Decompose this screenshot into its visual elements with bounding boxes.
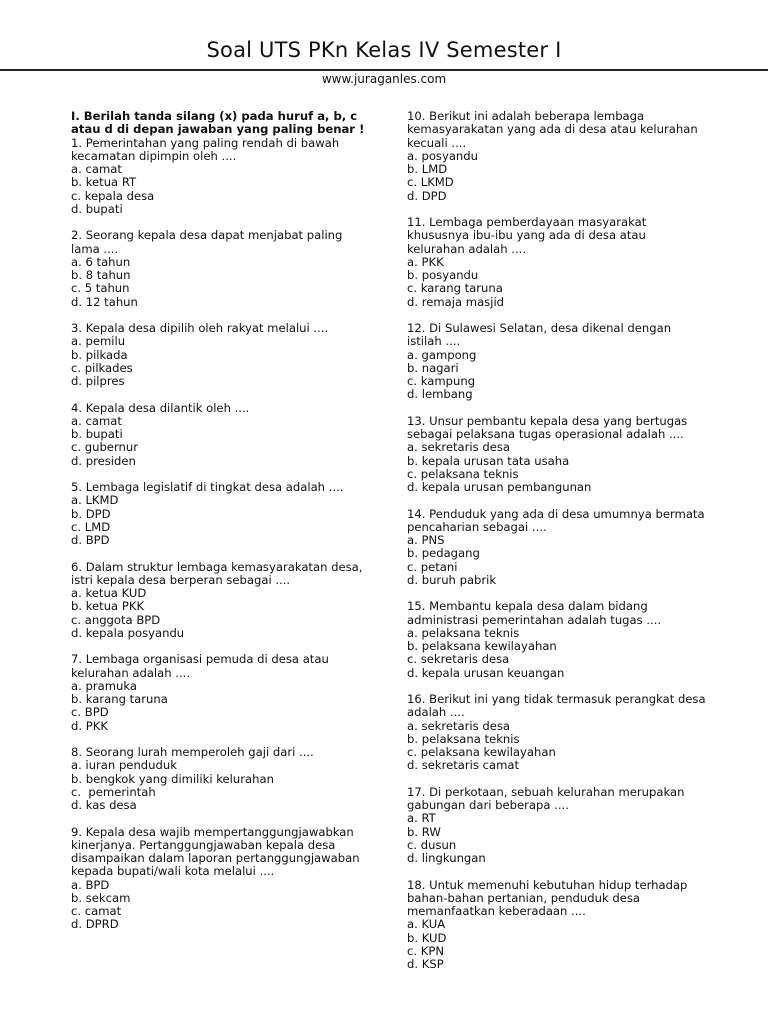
question-stem: 17. Di perkotaan, sebuah kelurahan merupakan gabungan dari beberapa ....: [407, 784, 689, 812]
answer-option-d[interactable]: d. sekretaris camat: [407, 758, 520, 773]
answer-option-d[interactable]: d. lingkungan: [407, 851, 486, 865]
answer-option-a[interactable]: a. ketua KUD: [71, 586, 147, 600]
question-9: [71, 826, 371, 932]
answer-option-a[interactable]: a. gampong: [407, 347, 477, 362]
answer-option-d[interactable]: d. BPD: [71, 533, 110, 547]
answer-option-c[interactable]: c. anggota BPD: [71, 612, 161, 627]
answer-option-b[interactable]: b. karang taruna: [71, 692, 168, 706]
answer-option-c[interactable]: c. 5 tahun: [71, 281, 130, 296]
answer-option-a[interactable]: a. LKMD: [71, 493, 119, 508]
answer-option-b[interactable]: b. KUD: [407, 930, 447, 945]
question-stem: 10. Berikut ini adalah beberapa lembaga kemasyarakatan yang ada di desa atau kelurahan kecuali ....: [407, 109, 702, 150]
answer-option-a[interactable]: a. camat: [71, 162, 122, 176]
answer-option-b[interactable]: b. pelaksana kewilayahan: [407, 639, 557, 653]
question-10: [407, 110, 707, 203]
answer-option-b[interactable]: b. pelaksana teknis: [407, 731, 520, 746]
question-stem: 15. Membantu kepala desa dalam bidang administrasi pemerintahan adalah tugas ....: [407, 599, 662, 627]
question-stem: 4. Kepala desa dilantik oleh ....: [71, 400, 250, 415]
answer-option-d[interactable]: d. DPD: [407, 188, 447, 203]
answer-option-d[interactable]: d. kas desa: [71, 798, 137, 812]
question-stem: 3. Kepala desa dipilih oleh rakyat melalui ....: [71, 321, 329, 335]
question-18: [407, 879, 707, 972]
instruction-text: I. Berilah tanda silang (x) pada huruf a, b, c atau d di depan jawaban yang paling benar !: [71, 109, 365, 137]
answer-option-b[interactable]: b. ketua RT: [71, 175, 137, 190]
answer-option-a[interactable]: a. PKK: [407, 254, 444, 269]
answer-option-c[interactable]: c. kampung: [407, 374, 476, 388]
answer-option-a[interactable]: a. sekretaris desa: [407, 440, 511, 455]
question-stem: 6. Dalam struktur lembaga kemasyarakatan desa, istri kepala desa berperan sebagai ....: [71, 559, 367, 587]
answer-option-b[interactable]: b. bupati: [71, 427, 123, 441]
answer-option-a[interactable]: a. pelaksana teknis: [407, 625, 520, 640]
answer-option-d[interactable]: d. PKK: [71, 718, 108, 733]
right-question-list: [407, 109, 710, 971]
page-title: Soal UTS PKn Kelas IV Semester I: [206, 38, 562, 62]
answer-option-c[interactable]: c. pelaksana teknis: [407, 466, 519, 481]
question-stem: 9. Kepala desa wajib mempertanggungjawabkan kinerjanya. Pertanggungjawaban kepala desa disampaikan dalam laporan pertanggungjawaban kepada bupati/wali kota melalui ....: [71, 824, 364, 879]
question-14: [407, 508, 707, 588]
question-11: [407, 216, 707, 309]
question-1: [71, 137, 371, 217]
answer-option-c[interactable]: c. LKMD: [407, 175, 454, 190]
question-stem: 2. Seorang kepala desa dapat menjabat paling lama ....: [71, 228, 347, 256]
answer-option-c[interactable]: c. pemerintah: [71, 784, 156, 799]
title-divider: [0, 69, 768, 71]
answer-option-d[interactable]: d. 12 tahun: [71, 294, 138, 309]
question-3: [71, 322, 371, 388]
answer-option-d[interactable]: d. buruh pabrik: [407, 572, 497, 587]
answer-option-a[interactable]: a. KUA: [407, 917, 446, 932]
answer-option-c[interactable]: c. kepala desa: [71, 188, 155, 203]
answer-option-b[interactable]: b. ketua PKK: [71, 599, 145, 614]
answer-option-b[interactable]: b. bengkok yang dimiliki kelurahan: [71, 771, 274, 786]
question-12: [407, 322, 707, 402]
answer-option-a[interactable]: a. camat: [71, 413, 122, 428]
question-stem: 13. Unsur pembantu kepala desa yang bertugas sebagai pelaksana tugas operasional adalah ....: [407, 413, 691, 441]
answer-option-c[interactable]: c. petani: [407, 559, 458, 574]
answer-option-d[interactable]: d. KSP: [407, 957, 444, 971]
answer-option-c[interactable]: c. dusun: [407, 837, 457, 852]
answer-option-d[interactable]: d. kepala urusan pembangunan: [407, 480, 592, 494]
question-6: [71, 561, 371, 641]
question-2: [71, 229, 371, 309]
question-5: [71, 481, 371, 547]
question-stem: 18. Untuk memenuhi kebutuhan hidup terhadap bahan-bahan pertanian, penduduk desa memanfaatkan keberadaan ....: [407, 877, 692, 918]
question-16: [407, 692, 710, 773]
answer-option-a[interactable]: a. sekretaris desa: [407, 718, 511, 733]
answer-option-c[interactable]: c. camat: [71, 904, 122, 918]
answer-option-a[interactable]: a. pemilu: [71, 334, 126, 349]
answer-option-b[interactable]: b. DPD: [71, 506, 111, 521]
question-stem: 14. Penduduk yang ada di desa umumnya bermata pencaharian sebagai ....: [407, 506, 709, 534]
answer-option-b[interactable]: b. kepala urusan tata usaha: [407, 453, 570, 468]
question-stem: 7. Lembaga organisasi pemuda di desa atau kelurahan adalah ....: [71, 652, 333, 680]
question-stem: 1. Pemerintahan yang paling rendah di bawah kecamatan dipimpin oleh ....: [71, 135, 343, 163]
answer-option-a[interactable]: a. 6 tahun: [71, 254, 131, 269]
answer-option-c[interactable]: c. karang taruna: [407, 281, 503, 296]
answer-option-b[interactable]: b. sekcam: [71, 890, 131, 905]
answer-option-d[interactable]: d. remaja masjid: [407, 294, 505, 309]
question-8: [71, 746, 371, 812]
answer-option-a[interactable]: a. posyandu: [407, 148, 478, 163]
question-stem: 16. Berikut ini yang tidak termasuk perangkat desa adalah ....: [407, 692, 710, 720]
answer-option-b[interactable]: b. pedagang: [407, 546, 480, 561]
answer-option-b[interactable]: b. pilkada: [71, 347, 128, 362]
answer-option-c[interactable]: c. pilkades: [71, 360, 133, 375]
answer-option-d[interactable]: d. pilpres: [71, 374, 125, 388]
question-15: [407, 600, 707, 680]
answer-option-a[interactable]: a. PNS: [407, 533, 445, 547]
right-column: [407, 109, 710, 985]
question-stem: 8. Seorang lurah memperoleh gaji dari ....: [71, 745, 314, 759]
question-stem: 12. Di Sulawesi Selatan, desa dikenal dengan istilah ....: [407, 321, 675, 349]
answer-option-c[interactable]: c. BPD: [71, 705, 109, 720]
question-4: [71, 402, 371, 468]
answer-option-d[interactable]: d. lembang: [407, 387, 473, 402]
answer-option-c[interactable]: c. gubernur: [71, 440, 138, 455]
answer-option-c[interactable]: c. KPN: [407, 943, 445, 958]
answer-option-d[interactable]: d. kepala posyandu: [71, 625, 185, 640]
answer-option-c[interactable]: c. pelaksana kewilayahan: [407, 745, 556, 759]
answer-option-d[interactable]: d. kepala urusan keuangan: [407, 665, 565, 680]
question-stem: 11. Lembaga pemberdayaan masyarakat khususnya ibu-ibu yang ada di desa atau kelurahan adalah ....: [407, 215, 650, 256]
left-question-list: [71, 137, 371, 932]
answer-option-c[interactable]: c. LMD: [71, 519, 111, 534]
left-column: [71, 110, 371, 945]
answer-option-d[interactable]: d. DPRD: [71, 917, 119, 932]
question-17: [407, 786, 707, 866]
answer-option-d[interactable]: d. bupati: [71, 201, 123, 216]
answer-option-b[interactable]: b. LMD: [407, 162, 448, 176]
website-url: www.juraganles.com: [321, 72, 447, 86]
answer-option-c[interactable]: c. sekretaris desa: [407, 652, 510, 667]
question-stem: 5. Lembaga legislatif di tingkat desa adalah ....: [71, 480, 344, 494]
answer-option-a[interactable]: a. RT: [407, 811, 436, 826]
answer-option-b[interactable]: b. 8 tahun: [71, 268, 131, 282]
answer-option-a[interactable]: a. pramuka: [71, 678, 137, 693]
answer-option-b[interactable]: b. RW: [407, 824, 441, 839]
answer-option-a[interactable]: a. BPD: [71, 877, 110, 892]
answer-option-d[interactable]: d. presiden: [71, 453, 136, 468]
question-13: [407, 415, 707, 495]
answer-option-a[interactable]: a. iuran penduduk: [71, 758, 177, 773]
answer-option-b[interactable]: b. nagari: [407, 360, 459, 375]
answer-option-b[interactable]: b. posyandu: [407, 268, 479, 282]
question-7: [71, 653, 371, 733]
